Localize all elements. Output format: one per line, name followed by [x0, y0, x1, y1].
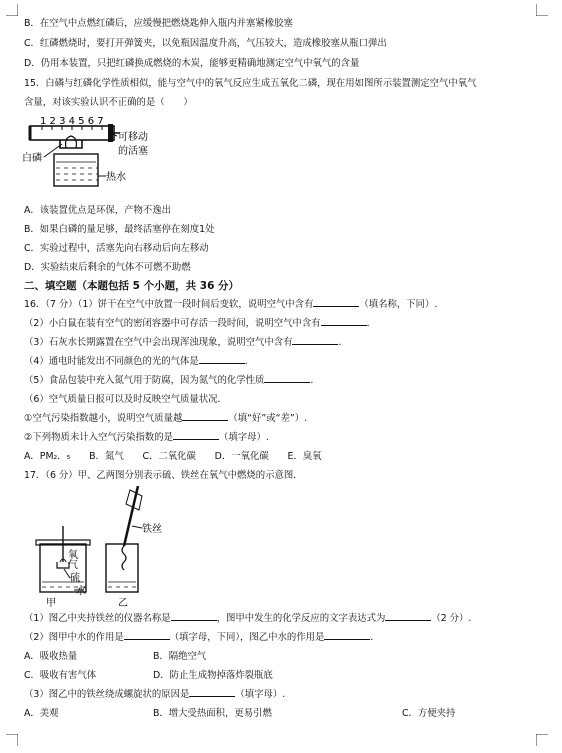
q16-part4-text: （4）通电时能发出不同颜色的光的气体是 [24, 356, 199, 367]
q17-blank-3 [124, 639, 170, 640]
section-fill-in-blank-title: 二、填空题（本题包括 5 个小题，共 36 分） [24, 280, 240, 292]
q15-stem-line1: 15．白磷与红磷化学性质相似，能与空气中的氧气反应生成五氧化二磷，现在用如图所示装置测定空气中氧气 [24, 78, 477, 89]
q17-part2-mid: （填字母，下同），图乙中水的作用是 [169, 632, 325, 643]
q17-option-c: C．吸收有害气体 [24, 670, 97, 681]
q17-3-option-a: A．美观 [24, 708, 59, 719]
q16-part3-text: （3）石灰水长期露置在空气中会出现浑浊现象，说明空气中含有 [24, 337, 293, 348]
q16-blank-5 [264, 382, 310, 383]
q17-blank-1 [171, 620, 217, 621]
q17-part1 [24, 613, 471, 625]
phosphorus-label: 白磷 [22, 153, 42, 164]
corner-mark-top-right [536, 4, 548, 16]
oxygen-label-1: 氧 [68, 550, 78, 561]
water-label: 水 [76, 586, 86, 597]
q16-part6a-text: ①空气污染指数越小，说明空气质量越 [24, 413, 183, 424]
q16-part6b [24, 432, 269, 444]
q16-part6a [24, 413, 307, 425]
iron-wire-label: 铁丝 [142, 524, 162, 535]
q15-option-a: A．该装置优点是环保，产物不逸出 [24, 205, 172, 216]
q17-option-b: B．隔绝空气 [153, 651, 207, 662]
q16-part2-text: （2）小白鼠在装有空气的密闭容器中可存活一段时间，说明空气中含有 [24, 318, 321, 329]
q16-part4-period: . [244, 356, 248, 367]
q16-part2 [24, 318, 370, 330]
corner-mark-top-left [6, 4, 18, 16]
q17-part1-text: （1）图乙中夹持铁丝的仪器名称是 [24, 613, 171, 624]
q16-part6b-text: ②下列物质未计入空气污染指数的是 [24, 432, 174, 443]
q16-stem [24, 299, 437, 311]
figure-17-combustion [26, 486, 206, 608]
figure-label-yi: 乙 [118, 598, 128, 608]
q17-blank-5 [189, 696, 235, 697]
q17-part2-text: （2）图甲中水的作用是 [24, 632, 124, 643]
q17-option-a: A．吸收热量 [24, 651, 78, 662]
q14-option-c: C．红磷燃烧时，要打开弹簧夹，以免瓶因温度升高，气压较大，造成橡胶塞从瓶口弹出 [24, 38, 387, 49]
oxygen-label-2: 气 [68, 560, 78, 571]
q16-part2-period: . [366, 318, 370, 329]
q17-part2 [24, 632, 373, 644]
figure-15-apparatus [22, 114, 172, 196]
corner-mark-bottom-right [536, 734, 548, 746]
q16-stem-tail: （填名称，下同）. [359, 299, 438, 310]
q17-part3-text: （3）图乙中的铁丝绕成螺旋状的原因是 [24, 689, 190, 700]
q16-part6a-tail: （填“好”或“差”）. [228, 413, 308, 424]
piston-label-2: 的活塞 [118, 146, 148, 157]
q16-part3-period: . [338, 337, 342, 348]
q17-blank-2 [385, 620, 431, 621]
q16-blank-4 [199, 363, 245, 364]
q16-blank-6a [182, 420, 228, 421]
q17-part3-tail: （填字母）. [235, 689, 286, 700]
figure-label-jia: 甲 [46, 598, 56, 608]
hot-water-label: 热水 [106, 172, 126, 183]
q14-option-d: D．仍用本装置，只把红磷换成燃烧的木炭，能够更精确地测定空气中氧气的含量 [24, 58, 360, 69]
q17-option-d: D．防止生成物掉落炸裂瓶底 [153, 670, 273, 681]
q16-blank-6b [173, 439, 219, 440]
q16-part4 [24, 356, 248, 368]
q17-3-option-b: B．增大受热面积，更易引燃 [153, 708, 272, 719]
piston-label-1: 可移动 [118, 132, 148, 143]
q17-part2-period: . [370, 632, 374, 643]
q16-part5-text: （5）食品包装中充入氮气用于防腐，因为氮气的化学性质 [24, 375, 265, 386]
q17-part1-mid: ，图甲中发生的化学反应的文字表达式为 [216, 613, 386, 624]
q16-blank-3 [292, 344, 338, 345]
q16-options: A．PM₂．₅ B．氮气 C．二氧化碳 D．一氧化碳 E．臭氧 [24, 451, 322, 462]
q14-option-b: B．在空气中点燃红磷后，应缓慢把燃烧匙伸入瓶内并塞紧橡胶塞 [24, 18, 293, 29]
q16-blank-2 [321, 325, 367, 326]
q16-blank-1 [313, 306, 359, 307]
q17-stem: 17．（6 分）甲、乙两图分别表示硫、铁丝在氧气中燃烧的示意图． [24, 470, 303, 481]
q15-option-b: B．如果白磷的量足够，最终活塞停在刻度1处 [24, 224, 215, 235]
q16-part5 [24, 375, 313, 387]
q16-part3 [24, 337, 341, 349]
q17-blank-4 [324, 639, 370, 640]
q16-stem-text: 16．（7 分）（1）饼干在空气中放置一段时间后变软，说明空气中含有 [24, 299, 314, 310]
q15-option-d: D．实验结束后剩余的气体不可燃不助燃 [24, 262, 191, 273]
q16-part5-period: . [310, 375, 314, 386]
q16-part6: （6）空气质量日报可以及时反映空气质量状况． [24, 394, 227, 405]
sulfur-label: 硫 [70, 573, 80, 584]
q17-part1-tail: （2 分）. [431, 613, 472, 624]
q15-option-c: C．实验过程中，活塞先向右移动后向左移动 [24, 243, 209, 254]
q15-stem-line2: 含量，对该实验认识不正确的是（ ） [24, 97, 193, 108]
q17-part3 [24, 689, 285, 701]
scale-label: 1 2 3 4 5 6 7 [40, 116, 104, 127]
q17-3-option-c: C．方便夹持 [402, 708, 456, 719]
q16-part6b-tail: （填字母）. [219, 432, 269, 443]
corner-mark-bottom-left [6, 734, 18, 746]
